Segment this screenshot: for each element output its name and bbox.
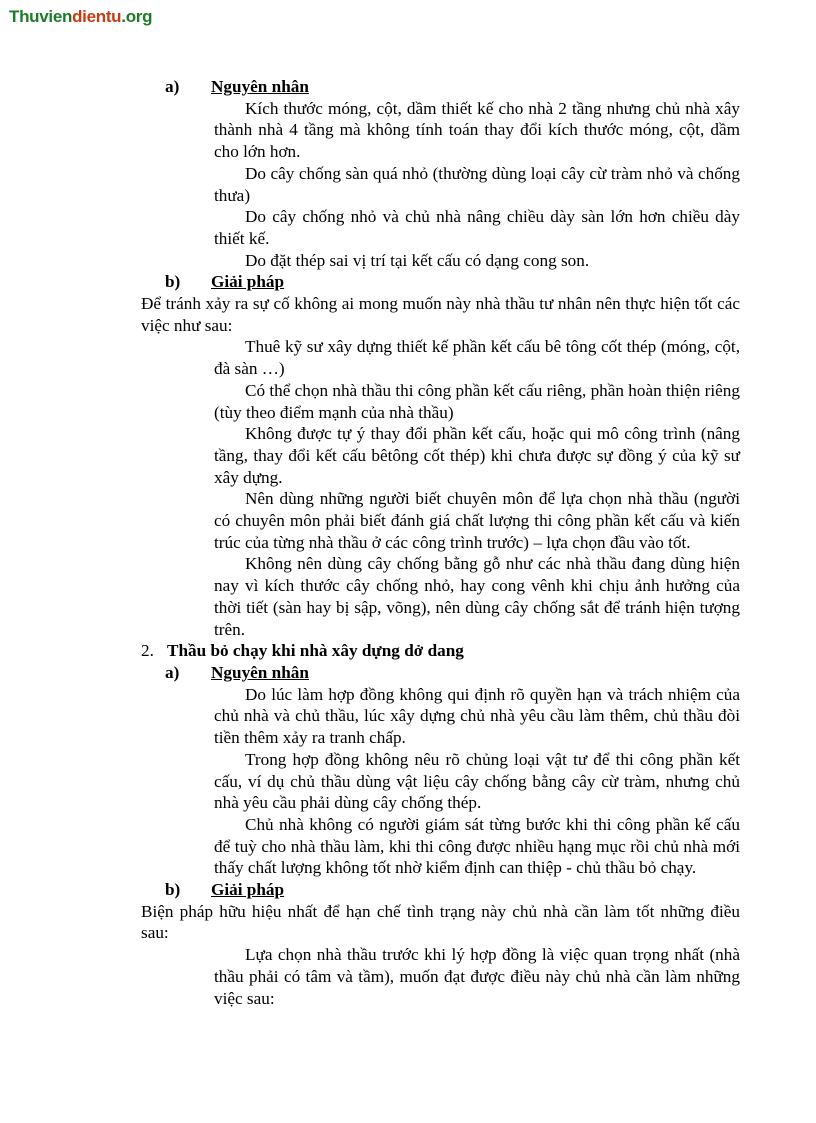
cause-mark: a) [165, 662, 180, 682]
solution-heading [165, 271, 816, 293]
solution-mark: b) [165, 880, 181, 900]
site-logo [9, 6, 152, 28]
section-number: 2. [141, 641, 154, 661]
logo-part-2: dientu [72, 7, 122, 26]
solution-paragraph: Thuê kỹ sư xây dựng thiết kế phần kết cấu bê tông cốt thép (móng, cột, đà sàn …) [214, 337, 740, 379]
solution-paragraph: Nên dùng những người biết chuyên môn để lựa chọn nhà thầu (người có chuyên môn phải biết đánh giá chất lượng thi công phần kết cấu và kiến trúc của từng nhà thầu ở các công trình trước) – lựa chọn đầu vào tốt. [214, 489, 740, 552]
solution-paragraph: Không nên dùng cây chống bằng gỗ như các nhà thầu đang dùng hiện nay vì kích thước cây chống nhỏ, hay cong vênh khi chịu ảnh hưởng của thời tiết (sàn hay bị sập, võng), nên dùng cây chống sắt để tránh hiện tượng trên. [214, 554, 740, 639]
solution-paragraph: Không được tự ý thay đổi phần kết cấu, hoặc qui mô công trình (nâng tầng, thay đổi kết cấu bêtông cốt thép) khi chưa được sự đồng ý của kỹ sư xây dựng. [214, 424, 740, 487]
solution-title: Giải pháp [211, 880, 285, 900]
solution-mark: b) [165, 272, 181, 292]
cause-paragraph: Do cây chống nhỏ và chủ nhà nâng chiều dày sàn lớn hơn chiều dày thiết kế. [214, 207, 740, 248]
cause-paragraph: Trong hợp đồng không nêu rõ chủng loại vật tư để thi công phần kết cấu, ví dụ chủ thầu dùng vật liệu cây chống bằng cây cừ tràm, nhưng chủ nhà yêu cầu phải dùng cây chống thép. [214, 749, 740, 813]
cause-title: Nguyên nhân [211, 77, 309, 96]
cause-paragraph: Chủ nhà không có người giám sát từng bước khi thi công phần kế cấu để tuỳ cho nhà thầu làm, khi thi công được nhiều hạng mục rồi chủ nhà mới thấy chất lượng không tốt nhờ kiểm định can thiệp - chủ thầu bỏ chạy. [214, 814, 740, 878]
solution-heading [165, 879, 816, 901]
cause-paragraph: Do đặt thép sai vị trí tại kết cấu có dạng cong son. [245, 250, 590, 270]
solution-paragraph: Lựa chọn nhà thầu trước khi lý hợp đồng là việc quan trọng nhất (nhà thầu phải có tâm và tầm), muốn đạt được điều này chủ nhà cần làm những việc sau: [214, 945, 740, 1008]
document-page [0, 76, 816, 1009]
cause-mark: a) [165, 77, 180, 96]
solution-intro: Biện pháp hữu hiệu nhất để hạn chế tình trạng này chủ nhà cần làm tốt những điều sau: [141, 901, 740, 943]
solution-title: Giải pháp [211, 272, 285, 292]
cause-paragraph: Do lúc làm hợp đồng không qui định rõ quyền hạn và trách nhiệm của chủ nhà và chủ thầu, lúc xây dựng chủ nhà yêu cầu làm thêm, chủ thầu đòi tiền thêm xảy ra tranh chấp. [214, 684, 740, 748]
cause-paragraph: Kích thước móng, cột, dầm thiết kế cho nhà 2 tầng nhưng chủ nhà xây thành nhà 4 tầng mà không tính toán thay đổi kích thước móng, cột, dầm cho lớn hơn. [214, 98, 740, 162]
section-heading [141, 640, 816, 662]
cause-heading [165, 662, 816, 684]
logo-part-3: .org [121, 7, 153, 26]
solution-paragraph: Có thể chọn nhà thầu thi công phần kết cấu riêng, phần hoàn thiện riêng (tùy theo điểm mạnh của nhà thầu) [214, 380, 740, 422]
section-title: Thầu bỏ chạy khi nhà xây dựng dở dang [167, 641, 464, 661]
cause-title: Nguyên nhân [211, 662, 309, 682]
solution-intro: Để tránh xảy ra sự cố không ai mong muốn này nhà thầu tư nhân nên thực hiện tốt các việc như sau: [141, 294, 740, 335]
logo-part-1: Thuvien [9, 7, 73, 26]
cause-heading [165, 76, 816, 98]
cause-paragraph: Do cây chống sàn quá nhỏ (thường dùng loại cây cừ tràm nhỏ và chống thưa) [214, 163, 740, 205]
